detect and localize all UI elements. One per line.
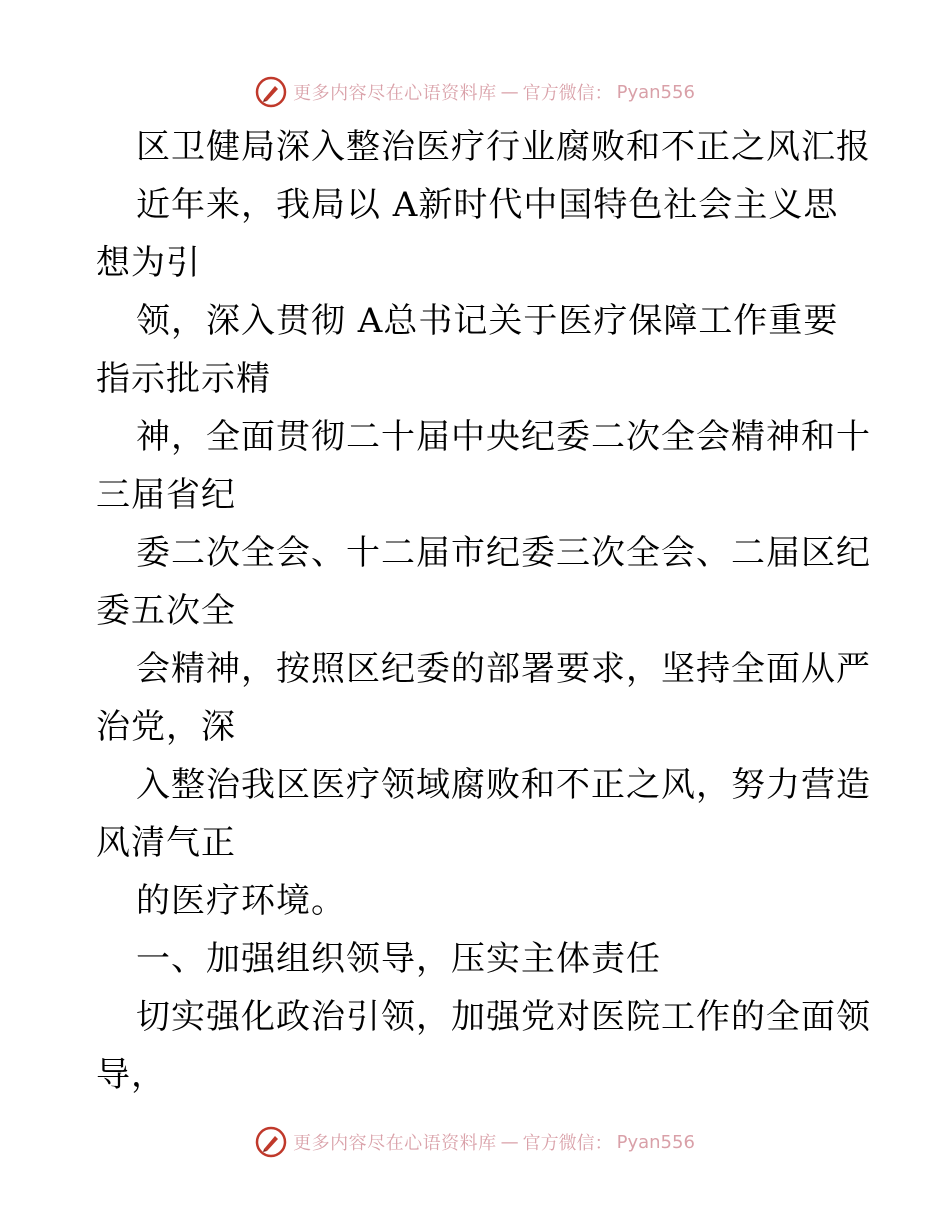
text-line: 的医疗环境。 [136,881,346,921]
pen-logo-icon [255,1126,287,1158]
text-line: 治党，深 [96,707,236,747]
text-line: 近年来，我局以 A新时代中国特色社会主义思 [136,185,839,225]
text-line: 入整治我区医疗领域腐败和不正之风，努力营造 [136,765,871,805]
watermark-separator: — [500,81,519,103]
watermark-text: 更多内容尽在心语资料库 [293,83,497,104]
watermark-text: 更多内容尽在心语资料库 [293,1133,497,1154]
text-line: 三届省纪 [96,475,236,515]
text-line: 委五次全 [96,591,236,631]
text-line: 想为引 [96,243,201,283]
text-line: 指示批示精 [96,359,271,399]
text-line: 切实强化政治引领，加强党对医院工作的全面领 [136,997,871,1037]
text-line: 委二次全会、十二届市纪委三次全会、二届区纪 [136,533,871,573]
watermark-separator: — [500,1131,519,1153]
text-line: 导， [96,1055,166,1095]
header-watermark [0,72,950,112]
text-line: 领，深入贯彻 A总书记关于医疗保障工作重要 [136,301,839,341]
text-line: 风清气正 [96,823,236,863]
section-heading: 一、加强组织领导，压实主体责任 [136,939,661,979]
text-line: 会精神，按照区纪委的部署要求，坚持全面从严 [136,649,871,689]
watermark-label: 官方微信： [522,83,613,104]
watermark-label: 官方微信： [522,1133,613,1154]
watermark-id: Pyan556 [616,1131,695,1153]
watermark-id: Pyan556 [616,81,695,103]
footer-watermark [0,1122,950,1162]
document-body [96,118,871,1104]
text-line: 神，全面贯彻二十届中央纪委二次全会精神和十 [136,417,871,457]
document-title: 区卫健局深入整治医疗行业腐败和不正之风汇报 [136,127,871,167]
pen-logo-icon [255,76,287,108]
